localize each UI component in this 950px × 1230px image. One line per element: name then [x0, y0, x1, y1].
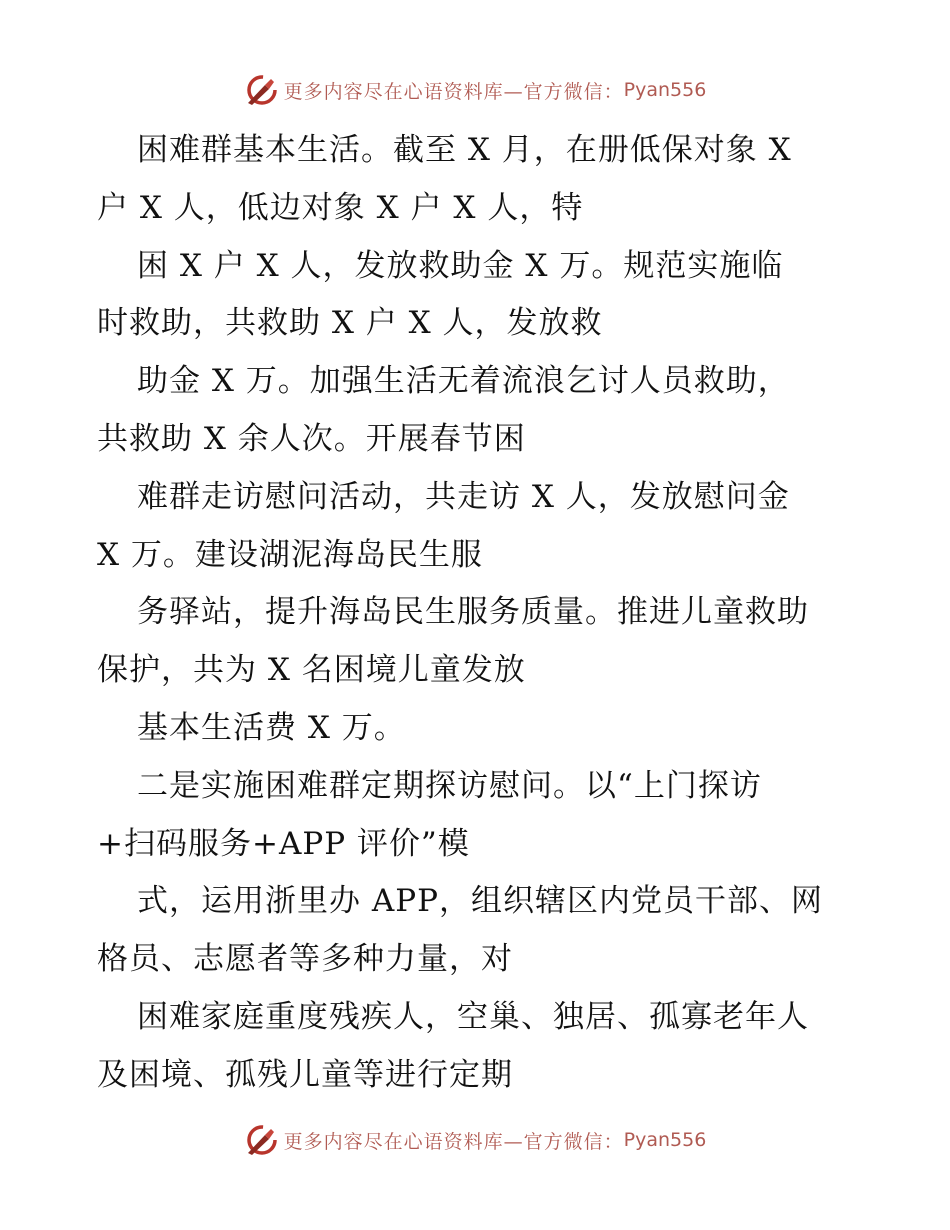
text-line: 困 X 户 X 人，发放救助金 X 万。规范实施临 [137, 247, 784, 284]
text-line: 基本生活费 X 万。 [137, 709, 406, 746]
footer-watermark [0, 1120, 950, 1160]
text-line: 及困境、孤残儿童等进行定期 [97, 1056, 513, 1093]
watermark-text: 更多内容尽在心语资料库—官方微信： [283, 1130, 624, 1153]
text-line: 困难群基本生活。截至 X 月，在册低保对象 X [137, 132, 792, 168]
pen-logo-icon [244, 1122, 280, 1158]
watermark-account: Pyan556 [623, 1129, 707, 1151]
text-line: 困难家庭重度残疾人，空巢、独居、孤寡老年人 [137, 998, 809, 1035]
text-line: 务驿站，提升海岛民生服务质量。推进儿童救助 [137, 594, 809, 631]
text-line: 保护，共为 X 名困境儿童发放 [97, 652, 526, 689]
text-line: 难群走访慰问活动，共走访 X 人，发放慰问金 [137, 478, 790, 515]
text-line: 时救助，共救助 X 户 X 人，发放救 [97, 305, 603, 342]
text-line: 格员、志愿者等多种力量，对 [97, 941, 513, 978]
text-line: 助金 X 万。加强生活无着流浪乞讨人员救助， [137, 363, 790, 400]
header-watermark [0, 70, 950, 110]
text-line: +扫码服务+APP 评价”模 [97, 825, 470, 862]
text-line: 式，运用浙里办 APP，组织辖区内党员干部、网 [137, 883, 823, 920]
document-body [97, 122, 857, 1105]
watermark-text: 更多内容尽在心语资料库—官方微信： [283, 80, 624, 103]
text-line: X 万。建设湖泥海岛民生服 [97, 536, 483, 573]
text-line: 户 X 人，低边对象 X 户 X 人，特 [97, 189, 584, 226]
text-line: 共救助 X 余人次。开展春节困 [97, 420, 526, 457]
text-line: 二是实施困难群定期探访慰问。以“上门探访 [137, 767, 762, 804]
pen-logo-icon [244, 72, 280, 108]
watermark-account: Pyan556 [623, 79, 707, 101]
